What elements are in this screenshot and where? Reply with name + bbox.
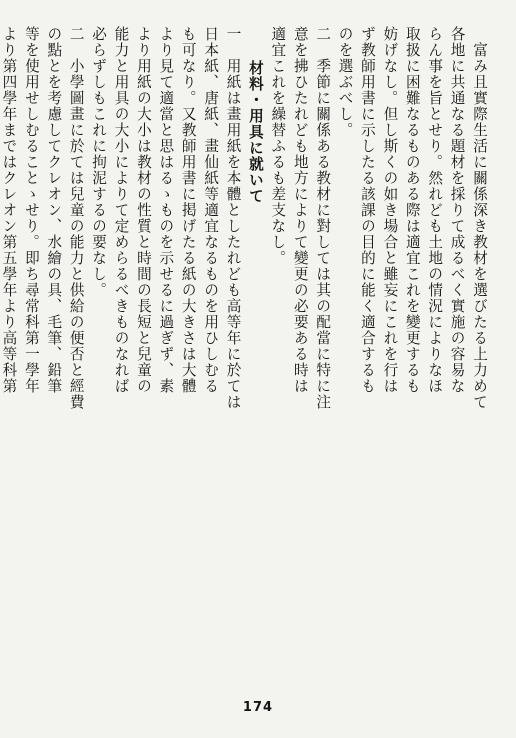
text-line: ず教師用書に示したる該課の目的に能く適合するも: [358, 26, 376, 394]
text-line: のを選ぶべし。: [336, 26, 354, 138]
text-line: 意を拂ひたれども地方によりて變更の必要ある時は: [291, 26, 309, 394]
text-line: 取扱に困難なるものある際は適宜これを變更するも: [403, 26, 421, 394]
text-line: 適宜これを繰替ふるも差支なし。: [269, 26, 287, 266]
text-line: より第四學年まではクレオン第五學年より高等科第: [0, 26, 18, 394]
text-line: も可なり。又教師用書に掲げたる紙の大きさは大體: [179, 26, 197, 394]
text-line: 等を使用せしむることゝせり。即ち尋常科第一學年: [22, 26, 40, 394]
text-line: 日本紙、唐紙、畫仙紙等適宜なるものを用ひしむる: [202, 26, 220, 394]
text-line: 富み且實際生活に關係深き教材を選びたる上力めて: [471, 26, 488, 410]
text-line: より見て適當と思はるゝものを示せるに過ぎず、素: [157, 26, 175, 394]
text-line: 能力と用具の大小によりて定めらるべきものなれば: [112, 26, 130, 394]
text-line: 各地に共通なる題材を採りて成るべく實施の容易な: [448, 26, 466, 394]
text-line: 二 季節に關係ある教材に對しては其の配當に特に注: [314, 26, 332, 410]
text-line: の點とを考慮してクレオン、水繪の具、毛筆、鉛筆: [45, 26, 63, 394]
text-line: 必らずしもこれに拘泥するの要なし。: [90, 26, 108, 298]
text-line: らん事を旨とせり。然れども土地の情況によりなほ: [426, 26, 444, 394]
section-heading-materials: 材料・用具に就いて: [246, 60, 264, 204]
text-line: より用紙の大小は教材の性質と時間の長短と兒童の: [134, 26, 152, 394]
text-line: 妨げなし。但し斯くの如き場合と雖妄にこれを行は: [381, 26, 399, 394]
page-number: 174: [242, 700, 274, 715]
vertical-text-body: [0, 26, 490, 691]
text-line: 一 用紙は畫用紙を本體としたれども高等年に於ては: [224, 26, 242, 410]
text-line: 二 小學圖畫に於ては兒童の能力と供給の便否と經費: [67, 26, 85, 410]
